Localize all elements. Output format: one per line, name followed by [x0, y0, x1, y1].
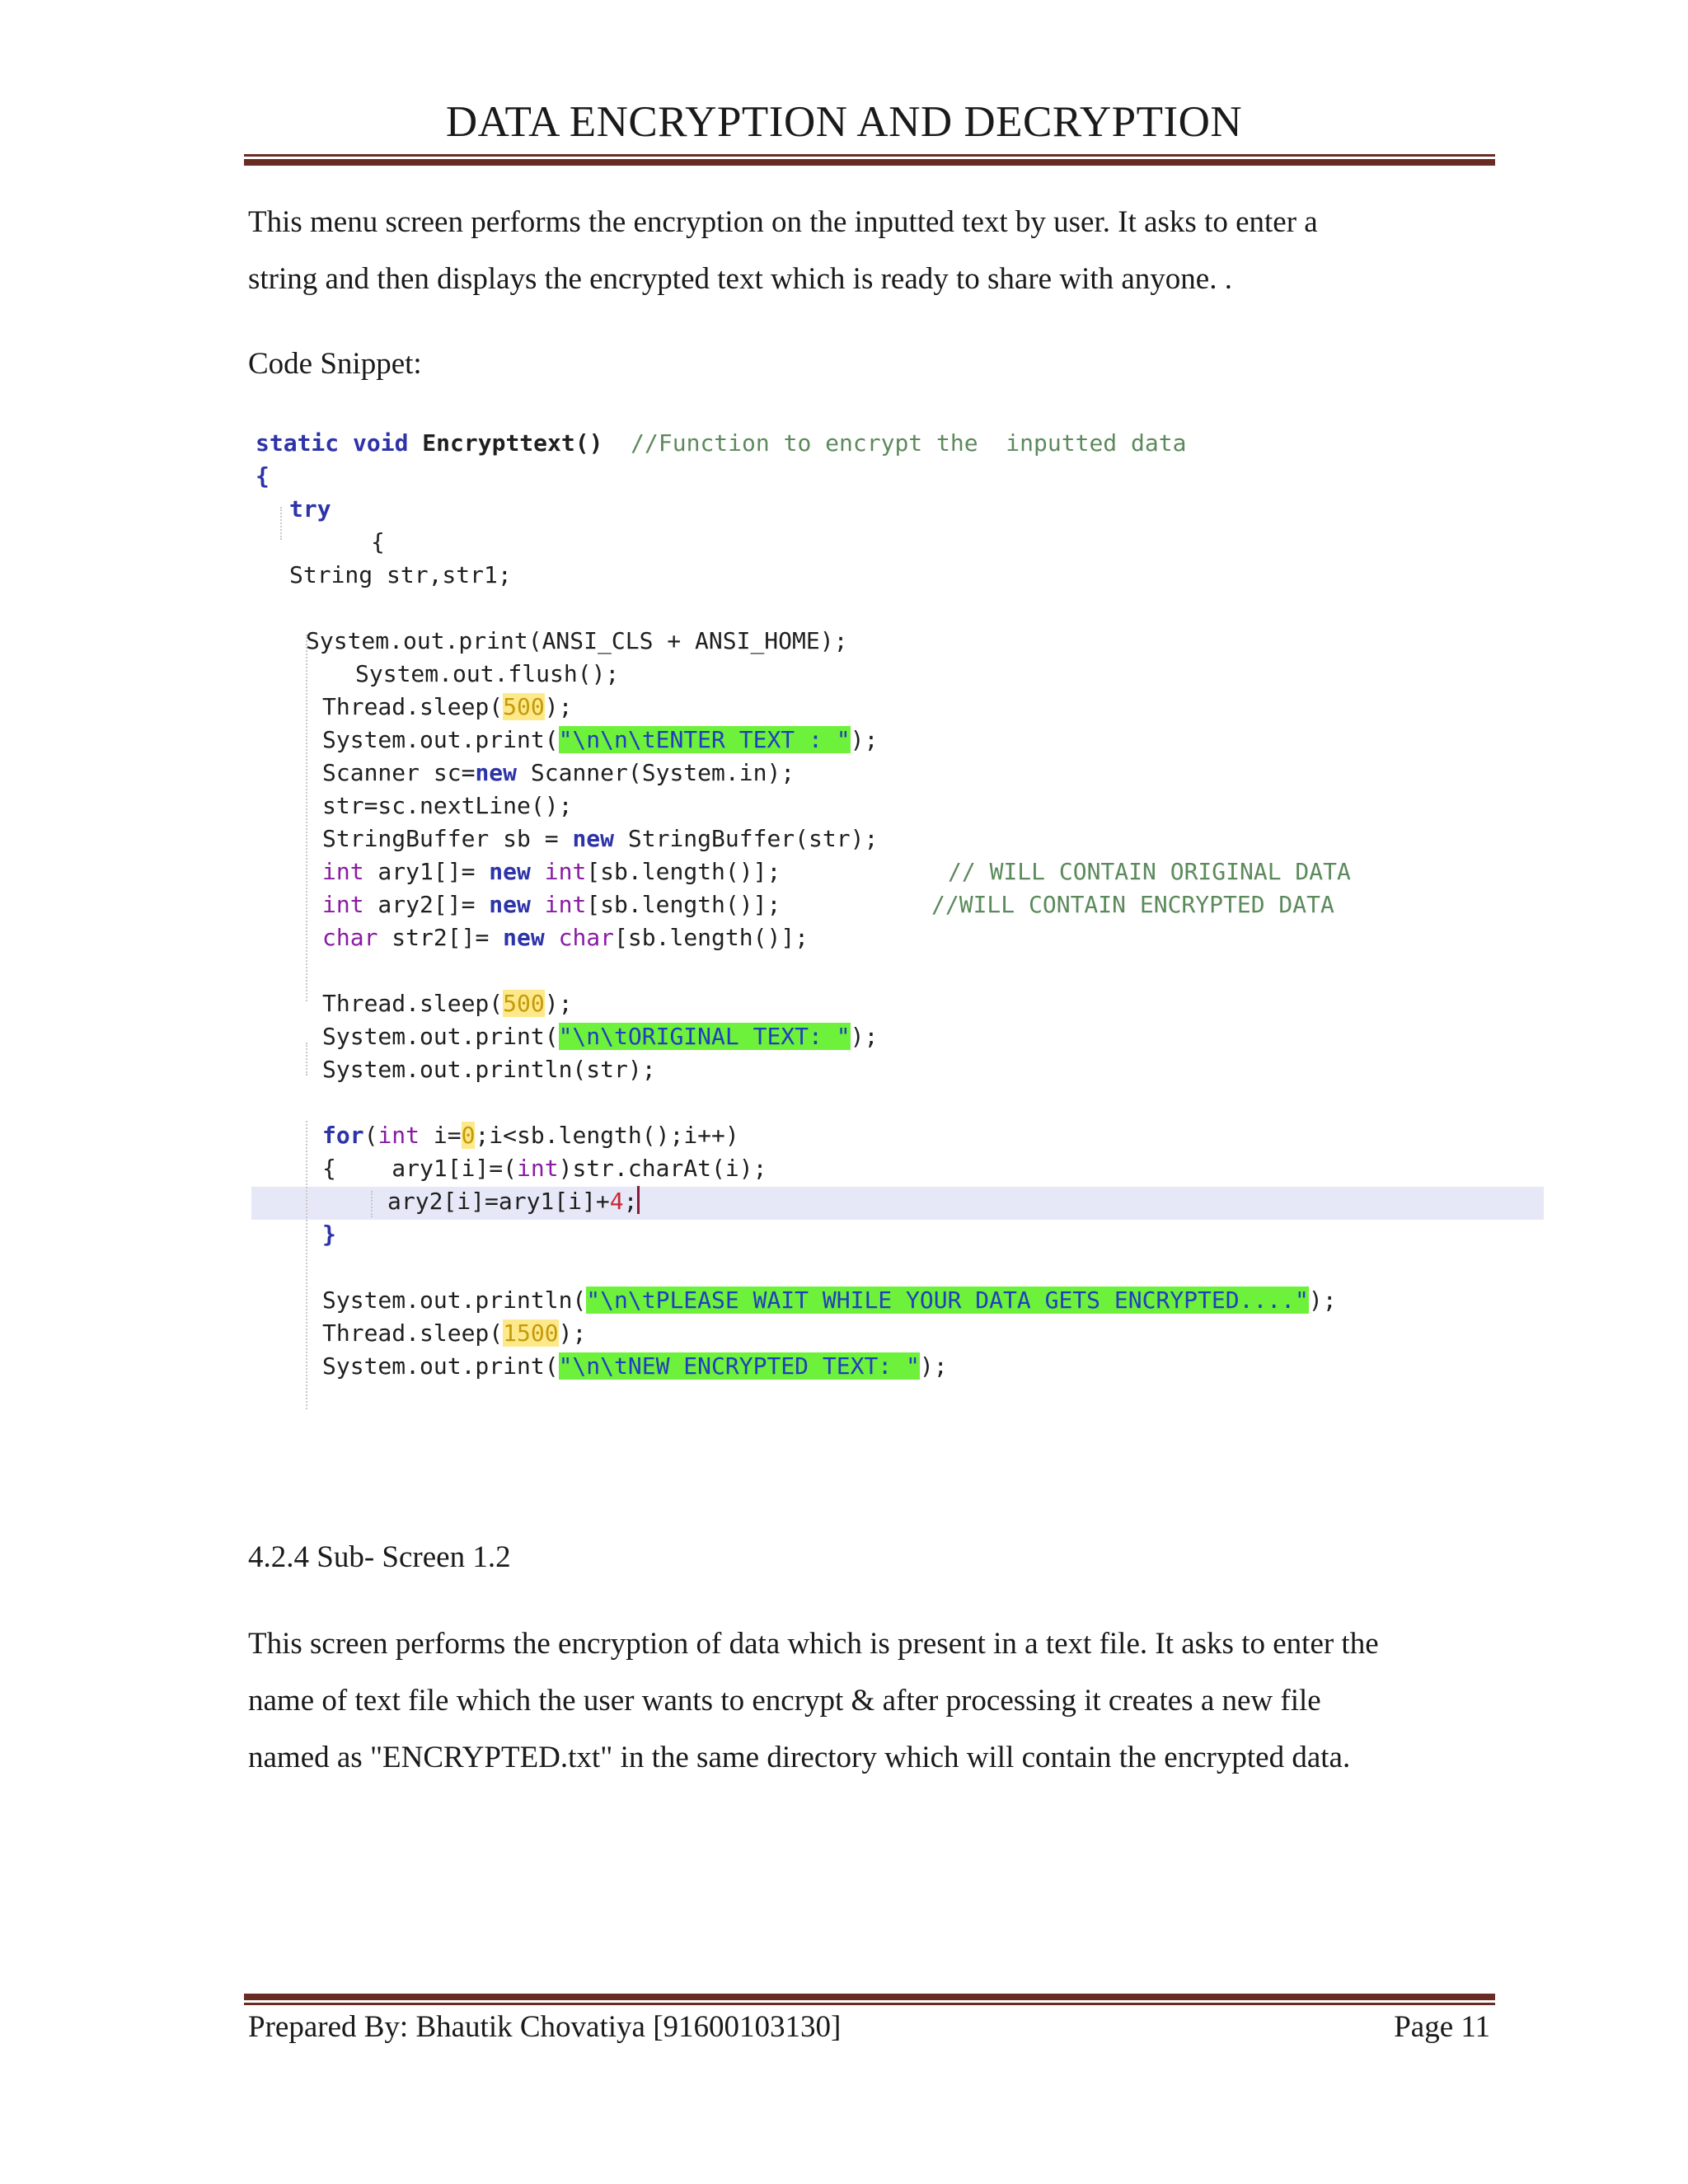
indent-guide	[306, 1043, 307, 1076]
code-line: System.out.println("\n\tPLEASE WAIT WHILE YOUR DATA GETS ENCRYPTED....");	[322, 1286, 1337, 1314]
footer-rule	[244, 1994, 1495, 2005]
code-line: static void Encrypttext() //Function to encrypt the inputted data	[256, 429, 1187, 457]
code-line: System.out.print("\n\n\tENTER TEXT : ");	[322, 726, 879, 753]
code-comment: //WILL CONTAIN ENCRYPTED DATA	[931, 891, 1334, 918]
indent-guide	[306, 635, 307, 1001]
page-header-title: DATA ENCRYPTION AND DECRYPTION	[445, 98, 1243, 146]
code-line: Thread.sleep(500);	[322, 693, 573, 720]
section-heading: 4.2.4 Sub- Screen 1.2	[248, 1540, 511, 1574]
code-line: { ary1[i]=(int)str.charAt(i);	[322, 1155, 767, 1182]
indent-guide	[280, 507, 282, 540]
footer-page-number: Page 11	[1394, 2010, 1490, 2044]
code-line: {	[371, 528, 385, 555]
intro-line-1: This menu screen performs the encryption on the inputted text by user. It asks to enter a	[248, 205, 1318, 239]
code-snippet	[251, 416, 1545, 1418]
text-cursor	[637, 1186, 640, 1214]
indent-guide	[371, 1191, 373, 1217]
code-line: char str2[]= new char[sb.length()];	[322, 924, 809, 951]
code-line: int ary1[]= new int[sb.length()];	[322, 858, 781, 885]
footer-prepared-by: Prepared By: Bhautik Chovatiya [91600103130]	[248, 2010, 842, 2044]
intro-line-2: string and then displays the encrypted text which is ready to share with anyone. .	[248, 262, 1232, 296]
code-line: int ary2[]= new int[sb.length()];	[322, 891, 781, 918]
code-line: }	[322, 1221, 336, 1248]
code-line: ary2[i]=ary1[i]+4;	[387, 1185, 640, 1218]
code-line: System.out.flush();	[355, 660, 620, 687]
code-line: str=sc.nextLine();	[322, 792, 573, 819]
header-rule	[244, 154, 1495, 166]
code-line: System.out.print(ANSI_CLS + ANSI_HOME);	[306, 627, 848, 654]
body-line-2: name of text file which the user wants to encrypt & after processing it creates a new file	[248, 1684, 1321, 1718]
indent-guide	[306, 1121, 307, 1409]
code-line: {	[256, 462, 270, 490]
code-line: Thread.sleep(1500);	[322, 1319, 587, 1347]
code-line: for(int i=0;i<sb.length();i++)	[322, 1122, 739, 1149]
body-line-1: This screen performs the encryption of data which is present in a text file. It asks to enter the	[248, 1627, 1379, 1661]
body-line-3: named as "ENCRYPTED.txt" in the same directory which will contain the encrypted data.	[248, 1741, 1351, 1774]
intro-paragraph	[248, 194, 1509, 307]
code-snippet-label: Code Snippet:	[248, 347, 422, 381]
code-line: StringBuffer sb = new StringBuffer(str);	[322, 825, 879, 852]
code-line: try	[289, 495, 331, 523]
code-line: Thread.sleep(500);	[322, 990, 573, 1017]
body-paragraph	[248, 1615, 1509, 1786]
code-line: System.out.println(str);	[322, 1056, 656, 1083]
code-line: String str,str1;	[289, 561, 512, 588]
code-comment: // WILL CONTAIN ORIGINAL DATA	[948, 858, 1351, 885]
code-line: System.out.print("\n\tORIGINAL TEXT: ");	[322, 1023, 879, 1050]
code-line: Scanner sc=new Scanner(System.in);	[322, 759, 795, 786]
code-line: System.out.print("\n\tNEW ENCRYPTED TEXT: ");	[322, 1352, 948, 1380]
